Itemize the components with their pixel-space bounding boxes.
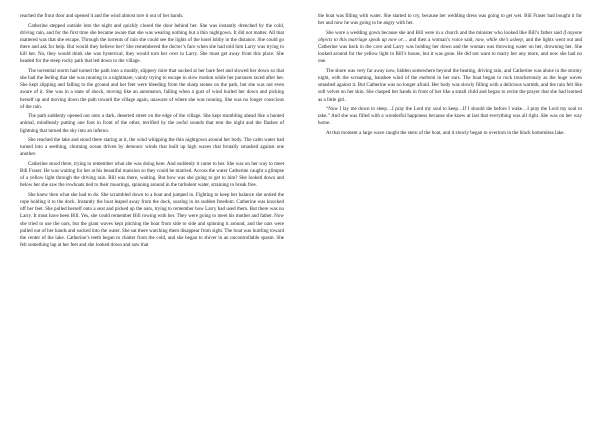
paragraph: Catherine stepped outside into the night and quickly closed the door behind her. She was instantly drenched by the cold, driving rain, and for the first time she became aware that she was wearing nothing but a thin nightgown. It did not matter. All that mattered was that she escape. Through the torrents of rain she could see the lights of the hotel lobby in the distance. She could go there and ask for help. But would they believe her? She remembered the doctor’s face when she had told him Larry was trying to kill her. No, they would think she was hysterical, they would turn her over to Larry. She must get away from this place. She headed for the steep rocky path that led down to the village. (20, 22, 284, 65)
text-run: The shore was very far away now, hidden somewhere beyond the beating, driving rain, and Catherine was alone in the stormy night, with the screaming, banshee wind of the (318, 67, 582, 82)
paragraph: She reached the lake and stood there staring at it, the wind whipping the thin nightgown around her body. The calm water had turned into a seething, churning ocean driven by demonic winds that built up high waves that brutally smashed against one another. (20, 137, 284, 158)
paragraph: reached the front door and opened it and the wind almost tore it out of her hands. (20, 13, 184, 19)
text-run: and then a woman’s voice said, (407, 36, 476, 43)
paragraph: Catherine stood there, trying to remember what she was doing here. And suddenly it came to her. She was on her way to meet Bill Fraser. He was waiting for her at his beautiful mansion so they could be married. Across the water Catherine caught a glimpse of a yellow light through the driving rain. Bill was there, waiting. But how was she going to get to him? She looked down and below her she saw the rowboats tied to their moorings, spinning around in the turbulent water, straining to break free. (20, 160, 284, 189)
paragraph: The path suddenly opened out onto a dark, deserted street on the edge of the village. She kept stumbling ahead like a hunted animal, mindlessly putting one foot in front of the other, terrified by the awful sounds that rent the night and the flashes of lightning that turned the sky into an inferno. (20, 113, 284, 134)
paragraph: At that moment a large wave caught the stern of the boat, and it slowly began to overturn in the black bottomless lake. (326, 129, 565, 136)
italic-text: if anyone objects to this marriage speak up now or… (318, 29, 583, 43)
paragraph: “Now I lay me down to sleep…I pray the Lord my soul to keep…If I should die before I wake…I pray the Lord my soul to take.” And she was filled with a wonderful happiness because she knew at last that everything was all right. She was on her way home. (318, 106, 582, 127)
text-run: She wore a wedding gown because she and Bill were in a church and the minister who looked like Bill’s father said (326, 29, 564, 36)
paragraph (318, 68, 582, 104)
italic-text: now, while she’s asleep, (475, 36, 525, 43)
left-page-column (20, 13, 284, 252)
right-page-column (318, 13, 582, 139)
paragraph (318, 30, 582, 66)
italic-text: meltemi (419, 75, 436, 82)
text-run: and the lights went out and Catherine was back in the cave and Larry was holding her down and the woman was throwing water on her, drowning her. She looked around for the yellow light in Bill’s house, but it was gone. He did not want to marry her any more, and now she had no one. (318, 36, 582, 65)
paragraph: The torrential storm had turned the path into a muddy, slippery mire that sucked at her bare feet and slowed her down so that she had the feeling that she was running in a nightmare, vainly trying to escape in slow motion while her pursuers raced after her. She kept slipping and falling to the ground and her feet were bleeding from the sharp stones on the path, but she was not even aware of it. She was in a state of shock, moving like an automaton, falling when a gust of wind hurled her down and picking herself up and moving down the path toward the village again, unaware of where she was running. She was no longer conscious of the rain. (20, 67, 284, 110)
paragraph: the boat was filling with water. She started to cry, because her wedding dress was going to get wet. Bill Fraser had bought it for her and now he was going to be angry with her. (318, 13, 582, 27)
text-run: in her ears. The boat began to rock treacherously as the huge waves smashed against it. But Catherine was no longer afraid. Her body was slowly filling with a delicious warmth, and the rain felt like soft velvet on her skin. She clasped her hands in front of her like a small child and began to recite the prayer that she had learned as a little girl. (318, 75, 582, 103)
paragraph: She knew then what she had to do. She scrambled down to a boat and jumped in. Fighting to keep her balance she untied the rope holding it to the dock. Instantly the boat leaped away from the dock, soaring in its sudden freedom. Catherine was knocked off her feet. She pulled herself onto a seat and picked up the oars, trying to remember how Larry had used them. But there was no Larry. It must have been Bill. Yes, she could remember Bill rowing with her. They were going to meet his mother and father. Now she tried to use the oars, but the giant waves kept pitching the boat from side to side and spinning it around, and the oars were pulled out of her hands and sucked into the water. She sat there watching them disappear from sight. The boat was hurtling toward the center of the lake. Catherine’s teeth began to chatter from the cold, and she began to shiver in an uncontrollable spasm. She felt something lap at her feet and she looked down and saw that (20, 191, 284, 249)
